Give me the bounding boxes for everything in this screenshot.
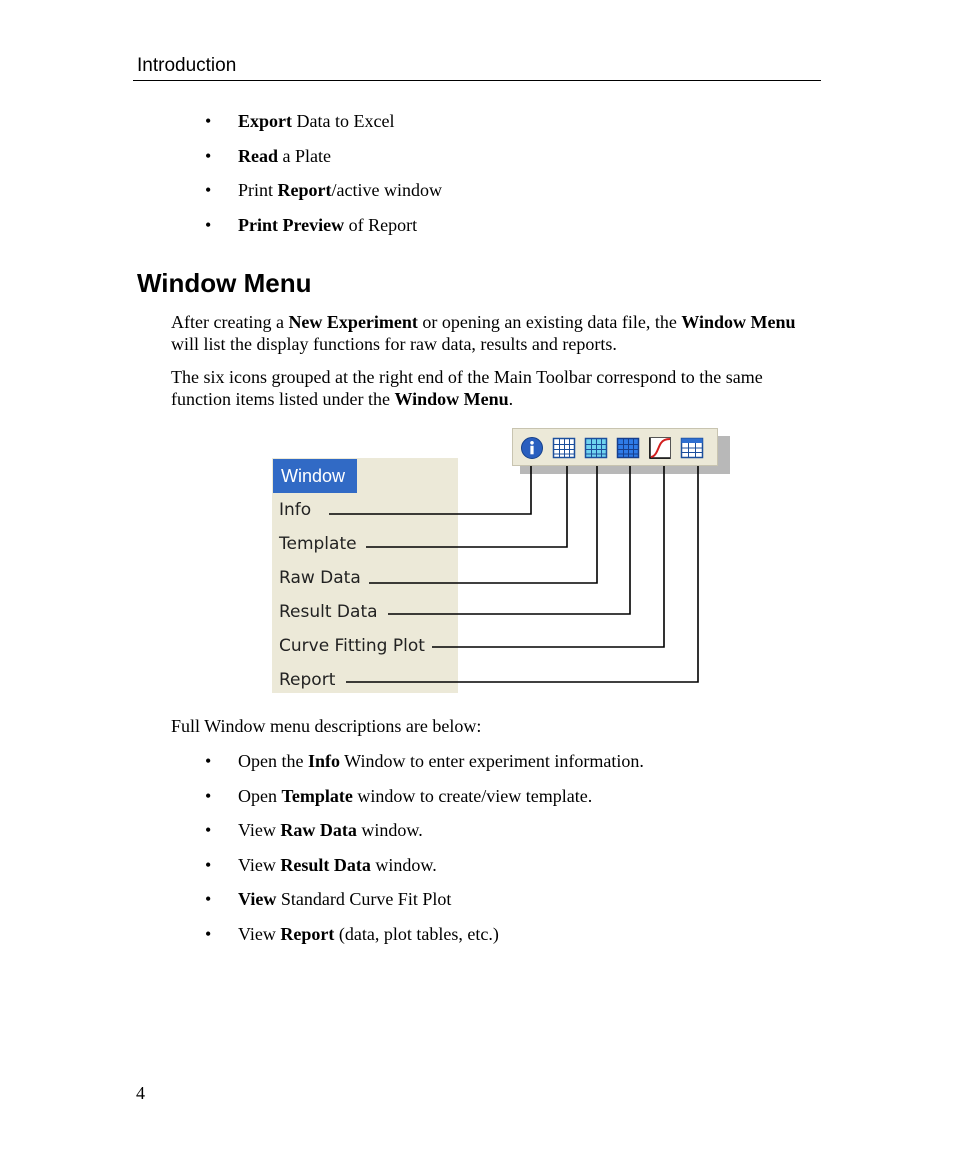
section-title: Window Menu bbox=[137, 268, 312, 298]
toolbar-bullet-list bbox=[205, 110, 442, 248]
menu-title-window: Window bbox=[273, 459, 357, 493]
header-title: Introduction bbox=[137, 55, 237, 76]
list-item: • Export Data to Excel bbox=[205, 110, 442, 145]
window-menu-bullet-list bbox=[205, 750, 644, 957]
list-item: • Open the Info Window to enter experiment information. bbox=[205, 750, 644, 785]
menu-item-raw-data: Raw Data bbox=[279, 568, 361, 588]
list-item: • View Report (data, plot tables, etc.) bbox=[205, 923, 644, 958]
list-item: • View Result Data window. bbox=[205, 854, 644, 889]
list-item: • Open Template window to create/view template. bbox=[205, 785, 644, 820]
menu-item-curve-fitting-plot: Curve Fitting Plot bbox=[279, 636, 425, 656]
header-rule bbox=[133, 80, 821, 81]
menu-item-result-data: Result Data bbox=[279, 602, 378, 622]
paragraph-intro: After creating a New Experiment or opening an existing data file, the Window Menu will list the display functions for raw data, results and reports. bbox=[171, 312, 796, 354]
list-item: • View Standard Curve Fit Plot bbox=[205, 888, 644, 923]
list-item: • Read a Plate bbox=[205, 145, 442, 180]
menu-item-info: Info bbox=[279, 500, 312, 520]
list-item: • Print Preview of Report bbox=[205, 214, 442, 249]
connector-lines bbox=[272, 426, 732, 696]
list-item: • View Raw Data window. bbox=[205, 819, 644, 854]
paragraph-descriptions-intro: Full Window menu descriptions are below: bbox=[171, 716, 482, 736]
paragraph-icons: The six icons grouped at the right end of the Main Toolbar correspond to the same function items listed under the Window Menu. bbox=[171, 367, 763, 409]
window-menu-figure bbox=[272, 426, 732, 696]
page-number: 4 bbox=[136, 1083, 145, 1103]
list-item: • Print Report/active window bbox=[205, 179, 442, 214]
menu-item-report: Report bbox=[279, 670, 336, 690]
menu-item-template: Template bbox=[279, 534, 357, 554]
